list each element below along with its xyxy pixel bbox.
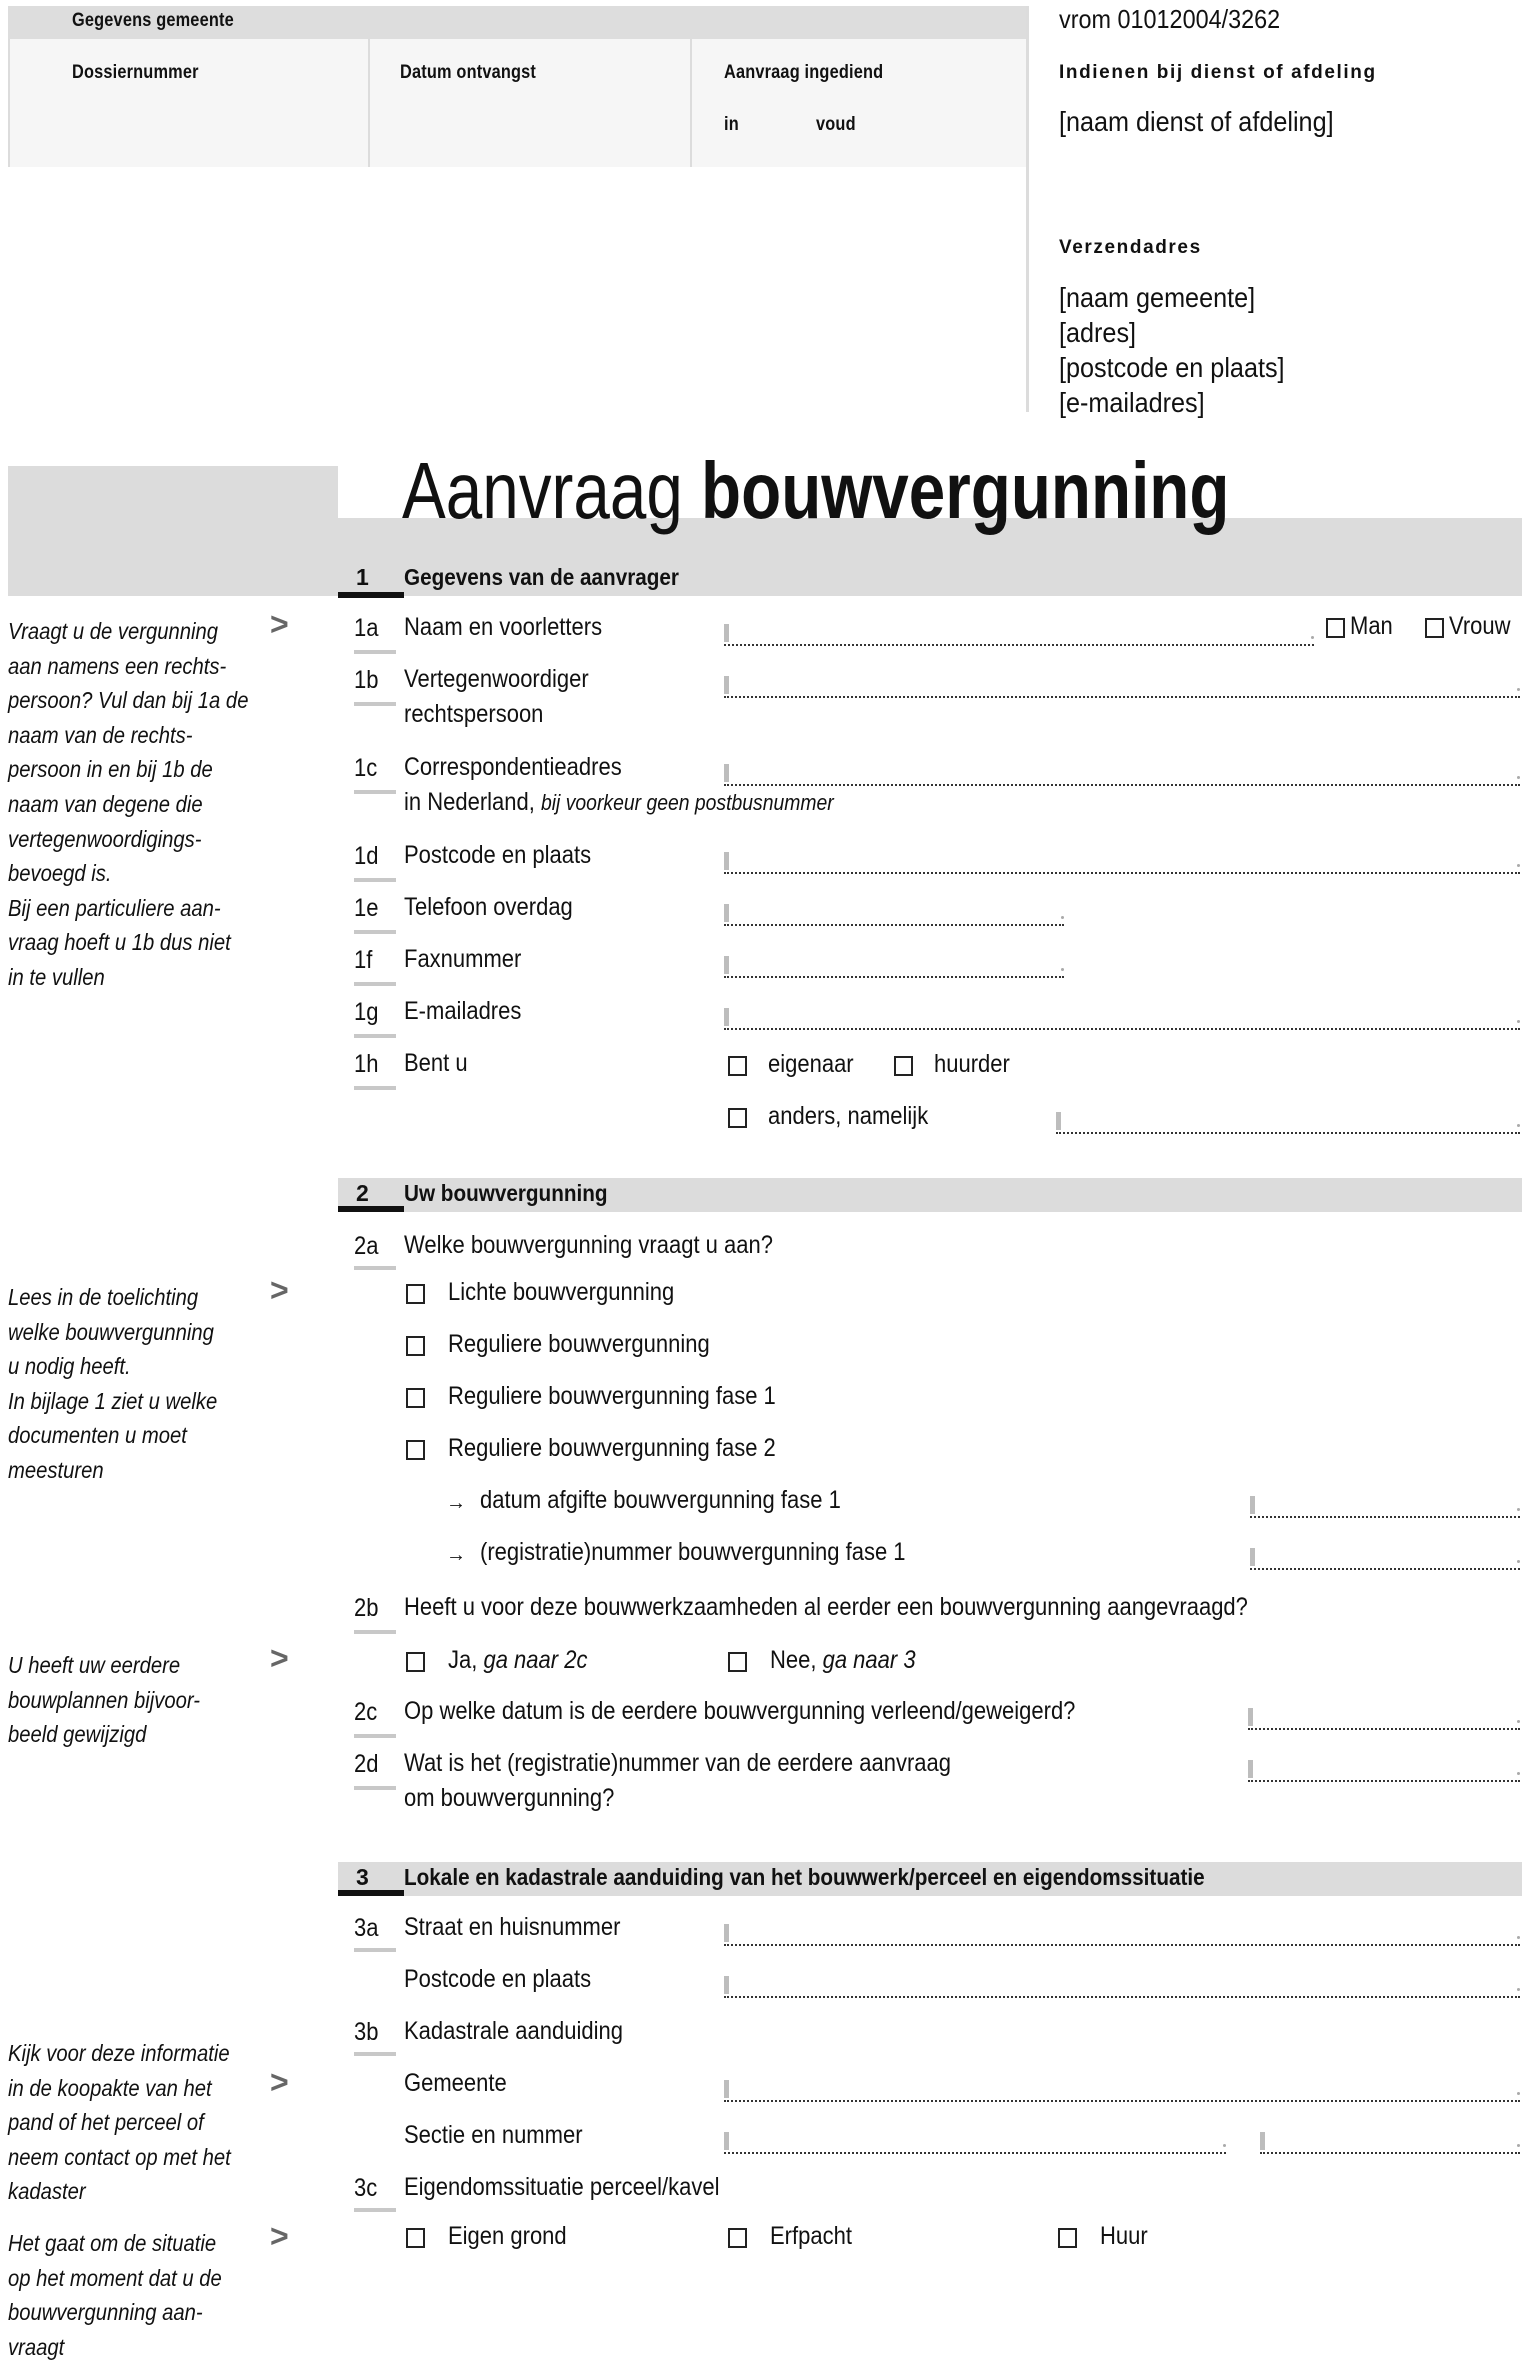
label-line: om bouwvergunning?	[404, 1784, 615, 1812]
question-label-telefoon: Telefoon overdag	[404, 893, 573, 921]
option-text: Nee,	[770, 1646, 817, 1674]
question-marker	[354, 1734, 396, 1738]
question-label-kadastrale: Kadastrale aanduiding	[404, 2017, 623, 2045]
huur-checkbox[interactable]	[1058, 2228, 1077, 2248]
registratienummer-input[interactable]	[1250, 1546, 1520, 1572]
datum-afgifte-input[interactable]	[1250, 1494, 1520, 1520]
telefoon-input[interactable]	[724, 902, 1064, 928]
question-number: 1f	[354, 946, 373, 974]
straat-input[interactable]	[724, 1922, 1520, 1948]
note-line: u nodig heeft.	[8, 1353, 131, 1380]
question-label-postcode-perceel: Postcode en plaats	[404, 1965, 592, 1993]
man-label: Man	[1350, 612, 1393, 640]
question-number: 3a	[354, 1914, 379, 1942]
note-line: Kijk voor deze informatie	[8, 2040, 230, 2066]
option-hint: ga naar 2c	[483, 1646, 588, 1674]
datum-eerdere-input[interactable]	[1248, 1706, 1520, 1732]
fase2-label: Reguliere bouwvergunning fase 2	[448, 1434, 776, 1462]
eigen-grond-checkbox[interactable]	[406, 2228, 425, 2248]
note-line: Het gaat om de situatie	[8, 2230, 217, 2256]
ja-checkbox[interactable]	[406, 1652, 425, 1672]
question-number: 1h	[354, 1050, 379, 1078]
side-note-section-1	[8, 614, 248, 995]
note-line: vertegenwoordigings-	[8, 825, 202, 852]
note-line: beeld gewijzigd	[8, 1721, 147, 1748]
label-line: Wat is het (registratie)nummer van de eerdere aanvraag	[404, 1749, 952, 1777]
note-line: meesturen	[8, 1456, 104, 1483]
question-marker	[354, 1086, 396, 1090]
section-title: Uw bouwvergunning	[404, 1180, 608, 1206]
question-marker	[354, 702, 396, 706]
question-marker	[354, 790, 396, 794]
question-marker	[354, 1630, 396, 1634]
note-line: kadaster	[8, 2178, 86, 2205]
vrouw-checkbox[interactable]	[1425, 618, 1444, 638]
question-number: 1a	[354, 614, 379, 642]
question-label-eigendomssituatie: Eigendomssituatie perceel/kavel	[404, 2173, 720, 2201]
question-marker	[354, 1786, 396, 1790]
submit-department-value: [naam dienst of afdeling]	[1059, 106, 1334, 137]
question-number: 2c	[354, 1698, 378, 1726]
note-line: naam van degene die	[8, 790, 203, 817]
label-line: Vertegenwoordiger	[404, 665, 589, 693]
address-line: [adres]	[1059, 317, 1137, 348]
correspondentieadres-input[interactable]	[724, 762, 1520, 788]
municipality-section-label: Gegevens gemeente	[72, 10, 234, 31]
nee-checkbox[interactable]	[728, 1652, 747, 1672]
note-line: bevoegd is.	[8, 860, 112, 887]
side-note-section-2	[8, 1280, 217, 1488]
datum-ontvangst-label: Datum ontvangst	[400, 62, 537, 83]
address-line: [e-mailadres]	[1059, 387, 1205, 418]
question-marker	[354, 878, 396, 882]
note-line: Lees in de toelichting	[8, 1284, 199, 1310]
question-label-straat: Straat en huisnummer	[404, 1913, 621, 1941]
section-marker	[338, 1206, 404, 1212]
sectie-input[interactable]	[724, 2130, 1226, 2156]
note-line: op het moment dat u de	[8, 2264, 222, 2291]
submit-department-label: Indienen bij dienst of afdeling	[1059, 62, 1377, 83]
section-marker	[338, 592, 404, 598]
address-line: [naam gemeente]	[1059, 282, 1256, 313]
section-marker	[338, 1890, 404, 1896]
vertegenwoordiger-input[interactable]	[724, 674, 1520, 700]
note-line: vraagt	[8, 2333, 65, 2360]
section-number: 3	[356, 1864, 369, 1890]
anders-label: anders, namelijk	[768, 1102, 929, 1130]
side-note-section-3	[8, 2036, 231, 2209]
note-line: naam van de rechts-	[8, 721, 193, 748]
note-line: In bijlage 1 ziet u welke	[8, 1387, 218, 1414]
note-line: in te vullen	[8, 963, 105, 990]
note-line: Vraagt u de vergunning	[8, 618, 219, 644]
header-vertical-rule	[1026, 6, 1029, 412]
chevron-right-icon: >	[270, 606, 289, 642]
vrouw-label: Vrouw	[1449, 612, 1511, 640]
section-title: Gegevens van de aanvrager	[404, 564, 680, 590]
nee-label	[770, 1646, 916, 1675]
nummer-eerdere-input[interactable]	[1248, 1758, 1520, 1784]
question-number: 1b	[354, 666, 379, 694]
address-label: Verzendadres	[1059, 237, 1202, 258]
label-hint: bij voorkeur geen postbusnummer	[540, 790, 834, 815]
municipality-fields-area	[8, 39, 1027, 167]
datum-afgifte-label: datum afgifte bouwvergunning fase 1	[480, 1486, 841, 1514]
question-label-welke-vergunning: Welke bouwvergunning vraagt u aan?	[404, 1231, 773, 1259]
label-line: in Nederland,	[404, 788, 535, 816]
question-label-email: E-mailadres	[404, 997, 522, 1025]
question-label-nummer-eerdere	[404, 1746, 951, 1816]
question-marker	[354, 1034, 396, 1038]
nummer-input[interactable]	[1260, 2130, 1520, 2156]
question-number: 3b	[354, 2018, 379, 2046]
note-line: documenten u moet	[8, 1422, 187, 1449]
huurder-label: huurder	[934, 1050, 1010, 1078]
anders-input[interactable]	[1056, 1110, 1520, 1136]
note-line: U heeft uw eerdere	[8, 1652, 181, 1678]
reguliere-checkbox[interactable]	[406, 1336, 425, 1356]
cell-divider	[368, 39, 370, 167]
gemeente-label: Gemeente	[404, 2069, 507, 2097]
huurder-checkbox[interactable]	[894, 1056, 913, 1076]
question-number: 1g	[354, 998, 379, 1026]
question-marker	[354, 1948, 396, 1952]
question-label-naam: Naam en voorletters	[404, 613, 603, 641]
eigenaar-checkbox[interactable]	[728, 1056, 747, 1076]
aanvraag-ingediend-label: Aanvraag ingediend	[724, 62, 884, 83]
chevron-right-icon: >	[270, 1640, 289, 1676]
form-code: vrom 01012004/3262	[1059, 4, 1281, 34]
sectie-nummer-label: Sectie en nummer	[404, 2121, 583, 2149]
note-line: pand of het perceel of	[8, 2109, 204, 2136]
question-number: 1d	[354, 842, 379, 870]
question-number: 2d	[354, 1750, 379, 1778]
fase1-checkbox[interactable]	[406, 1388, 425, 1408]
copies-voud-label: voud	[816, 114, 856, 135]
question-marker	[354, 2052, 396, 2056]
question-label-postcode: Postcode en plaats	[404, 841, 592, 869]
question-marker	[354, 2208, 396, 2212]
note-line: neem contact op met het	[8, 2143, 231, 2170]
question-label-eerder-aangevraagd: Heeft u voor deze bouwwerkzaamheden al eerder een bouwvergunning aangevraagd?	[404, 1593, 1248, 1621]
fase1-label: Reguliere bouwvergunning fase 1	[448, 1382, 776, 1410]
question-label-fax: Faxnummer	[404, 945, 522, 973]
question-number: 2a	[354, 1232, 379, 1260]
note-line: persoon? Vul dan bij 1a de	[8, 687, 249, 714]
copies-in-label: in	[724, 114, 739, 135]
note-line: in de koopakte van het	[8, 2074, 212, 2101]
ja-label	[448, 1646, 587, 1675]
question-marker	[354, 982, 396, 986]
question-number: 3c	[354, 2174, 378, 2202]
note-line: Bij een particuliere aan-	[8, 894, 221, 921]
faxnummer-input[interactable]	[724, 954, 1064, 980]
option-hint: ga naar 3	[822, 1646, 916, 1674]
question-number: 2b	[354, 1594, 379, 1622]
cell-divider	[690, 39, 692, 167]
address-line: [postcode en plaats]	[1059, 352, 1285, 383]
title-bold: bouwvergunning	[701, 446, 1230, 535]
question-number: 1c	[354, 754, 378, 782]
naam-input[interactable]	[724, 622, 1314, 648]
section-number: 2	[356, 1180, 369, 1206]
title-side-band	[8, 466, 338, 596]
eigenaar-label: eigenaar	[768, 1050, 854, 1078]
gemeente-input[interactable]	[724, 2078, 1520, 2104]
question-label-bent-u: Bent u	[404, 1049, 468, 1077]
chevron-right-icon: >	[270, 2218, 289, 2254]
anders-checkbox[interactable]	[728, 1108, 747, 1128]
postcode-plaats-input[interactable]	[724, 850, 1520, 876]
section-title: Lokale en kadastrale aanduiding van het bouwwerk/perceel en eigendomssituatie	[404, 1864, 1205, 1890]
label-line: Correspondentieadres	[404, 753, 622, 781]
lichte-label: Lichte bouwvergunning	[448, 1278, 675, 1306]
cell-divider	[8, 39, 10, 167]
note-line: vraag hoeft u 1b dus niet	[8, 929, 231, 956]
question-number: 1e	[354, 894, 379, 922]
question-marker	[354, 930, 396, 934]
page-title	[402, 446, 1229, 536]
lichte-checkbox[interactable]	[406, 1284, 425, 1304]
fase2-checkbox[interactable]	[406, 1440, 425, 1460]
arrow-right-icon: →	[446, 1544, 466, 1566]
note-line: welke bouwvergunning	[8, 1318, 214, 1345]
section-number: 1	[356, 564, 369, 590]
huur-label: Huur	[1100, 2222, 1148, 2250]
note-line: bouwvergunning aan-	[8, 2299, 203, 2326]
label-line: rechtspersoon	[404, 700, 544, 728]
question-marker	[354, 650, 396, 654]
erfpacht-checkbox[interactable]	[728, 2228, 747, 2248]
question-label-vertegenwoordiger	[404, 662, 589, 732]
registratienummer-label: (registratie)nummer bouwvergunning fase 1	[480, 1538, 906, 1566]
eigen-grond-label: Eigen grond	[448, 2222, 567, 2250]
side-note-section-2b	[8, 1648, 200, 1752]
question-marker	[354, 1266, 396, 1270]
reguliere-label: Reguliere bouwvergunning	[448, 1330, 710, 1358]
man-checkbox[interactable]	[1326, 618, 1345, 638]
option-text: Ja,	[448, 1646, 478, 1674]
chevron-right-icon: >	[270, 2064, 289, 2100]
postcode-perceel-input[interactable]	[724, 1974, 1520, 2000]
arrow-right-icon: →	[446, 1492, 466, 1514]
side-note-section-3c	[8, 2226, 222, 2364]
email-input[interactable]	[724, 1006, 1520, 1032]
note-line: persoon in en bij 1b de	[8, 756, 213, 783]
note-line: aan namens een rechts-	[8, 652, 227, 679]
erfpacht-label: Erfpacht	[770, 2222, 852, 2250]
question-label-datum-eerdere: Op welke datum is de eerdere bouwvergunning verleend/geweigerd?	[404, 1697, 1076, 1725]
dossiernummer-label: Dossiernummer	[72, 62, 199, 83]
title-light: Aanvraag	[402, 446, 683, 535]
chevron-right-icon: >	[270, 1272, 289, 1308]
note-line: bouwplannen bijvoor-	[8, 1686, 201, 1713]
